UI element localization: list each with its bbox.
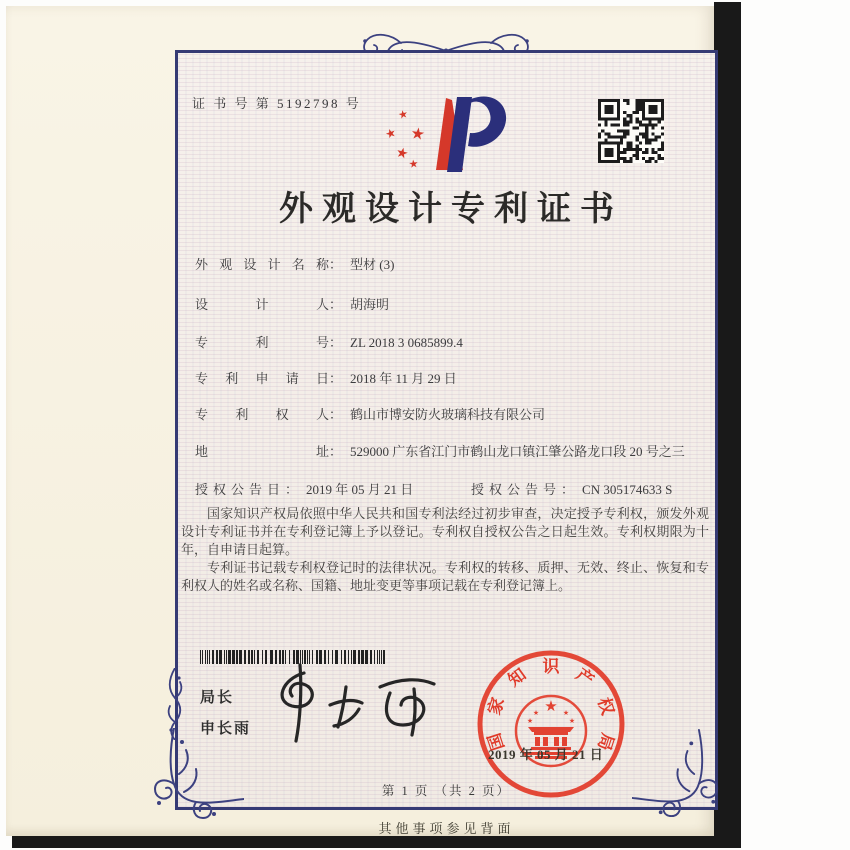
photo-edge-bottom xyxy=(12,836,741,848)
field-colon: ： xyxy=(561,482,575,497)
certificate-paper xyxy=(6,6,714,836)
field-colon: ： xyxy=(329,407,343,422)
grant-number: CN 305174633 S xyxy=(582,482,673,497)
svg-text:★: ★ xyxy=(396,107,410,122)
field-label: 专利申请日 xyxy=(195,371,329,386)
grant-date-label: 授权公告日 xyxy=(195,482,286,497)
seal-ring: 国 家 知 识 产 权 局 xyxy=(484,657,618,753)
field-design-name xyxy=(195,255,703,274)
qr-code-icon xyxy=(598,99,664,163)
certificate-body xyxy=(178,53,715,807)
field-value: 2018 年 11 月 29 日 xyxy=(350,371,457,386)
page-number: 第 1 页 （共 2 页） xyxy=(381,784,512,798)
svg-text:★: ★ xyxy=(407,157,420,171)
field-value: ZL 2018 3 0685899.4 xyxy=(350,335,463,350)
field-value: 胡海明 xyxy=(350,297,390,312)
svg-text:★: ★ xyxy=(544,697,558,715)
grant-number-label: 授权公告号 xyxy=(471,482,562,497)
svg-text:★: ★ xyxy=(568,717,576,725)
legal-paragraph-1: 国家知识产权局依照中华人民共和国专利法经过初步审查，决定授予专利权，颁发外观设计专利证书并在专利登记簿上予以登记。专利权自授权公告之日起生效。专利权期限为十年，自申请日起算。 xyxy=(181,506,709,557)
photo-edge-right xyxy=(714,2,741,848)
field-label: 外观设计名称 xyxy=(195,257,329,272)
svg-text:★: ★ xyxy=(526,717,534,725)
field-patent-number xyxy=(195,333,703,352)
edge-flourish-left-icon xyxy=(163,668,187,740)
svg-text:★: ★ xyxy=(409,123,427,144)
field-filing-date xyxy=(195,369,703,388)
svg-text:★: ★ xyxy=(383,124,399,142)
field-colon: ： xyxy=(329,297,343,312)
svg-text:★: ★ xyxy=(532,709,540,717)
field-colon: ： xyxy=(329,257,343,272)
patent-office-logo-icon xyxy=(382,86,512,174)
corner-flourish-bottom-right-icon xyxy=(632,728,720,820)
certificate-number: 证 书 号 第 5192798 号 xyxy=(192,96,362,111)
field-label: 地址 xyxy=(195,444,329,459)
field-colon: ： xyxy=(329,371,343,386)
back-note: 其他事项参见背面 xyxy=(378,821,515,836)
grant-number-group xyxy=(471,480,672,499)
grant-row xyxy=(195,480,703,499)
field-label: 专利号 xyxy=(195,335,329,350)
field-designer xyxy=(195,295,703,314)
svg-text:★: ★ xyxy=(394,144,411,163)
field-label: 专利权人 xyxy=(195,407,329,422)
field-label: 设计人 xyxy=(195,297,329,312)
field-colon: ： xyxy=(329,335,343,350)
legal-text xyxy=(181,505,709,595)
legal-paragraph-2: 专利证书记载专利权登记时的法律状况。专利权的转移、质押、无效、终止、恢复和专利权人的姓名或名称、国籍、地址变更等事项记载在专利登记簿上。 xyxy=(181,560,709,593)
commissioner-signature-icon xyxy=(262,657,447,749)
certificate-title: 外观设计专利证书 xyxy=(279,191,623,228)
seal-date: 2019 年 05 月 21 日 xyxy=(488,747,604,762)
field-value: 型材 (3) xyxy=(350,257,395,272)
field-colon: ： xyxy=(329,444,343,459)
field-address xyxy=(195,442,701,461)
signer-name: 申长雨 xyxy=(200,720,252,737)
field-value: 鹤山市博安防火玻璃科技有限公司 xyxy=(350,407,546,422)
certificate-frame xyxy=(175,50,718,810)
corner-flourish-bottom-left-icon xyxy=(152,728,244,820)
grant-date: 2019 年 05 月 21 日 xyxy=(306,482,414,497)
svg-text:★: ★ xyxy=(562,709,570,717)
official-seal xyxy=(474,647,628,801)
field-colon: ： xyxy=(285,482,299,497)
signer-title: 局长 xyxy=(200,689,235,706)
field-patentee xyxy=(195,405,703,424)
field-value: 529000 广东省江门市鹤山龙口镇江肇公路龙口段 20 号之三 xyxy=(350,444,685,459)
